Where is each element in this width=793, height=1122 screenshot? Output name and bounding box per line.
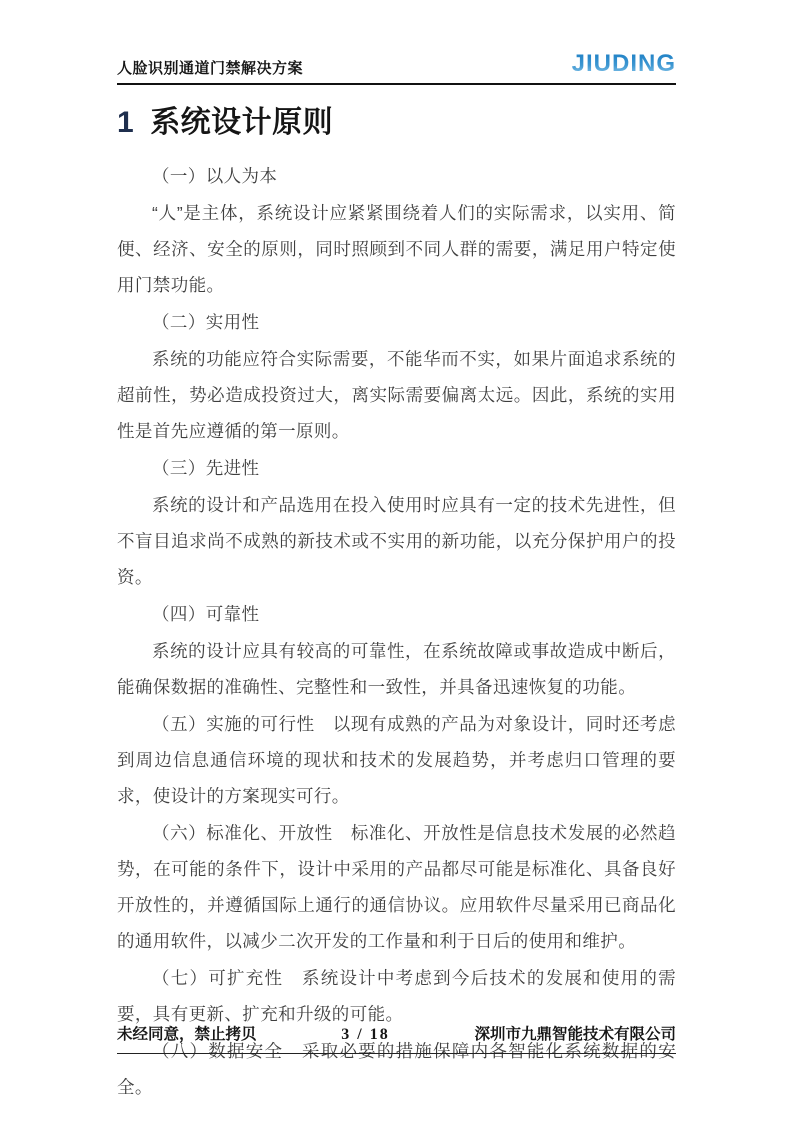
paragraph: 系统的设计应具有较高的可靠性，在系统故障或事故造成中断后，能确保数据的准确性、完整性和一致性，并具备迅速恢复的功能。 bbox=[117, 640, 676, 697]
paragraph: 系统的功能应符合实际需要，不能华而不实，如果片面追求系统的超前性，势必造成投资过大，离实际需要偏离太远。因此，系统的实用性是首先应遵循的第一原则。 bbox=[117, 348, 676, 441]
page-number bbox=[341, 1026, 389, 1044]
jiuding-logo: JIUDING bbox=[571, 50, 676, 77]
page-total: 18 bbox=[369, 1026, 390, 1043]
section-title-text: 系统设计原则 bbox=[150, 106, 334, 139]
subheading: （三）先进性 bbox=[152, 457, 260, 478]
subheading: （一）以人为本 bbox=[152, 165, 278, 186]
section-title bbox=[117, 104, 676, 142]
page-current: 3 bbox=[341, 1026, 352, 1043]
document-body bbox=[117, 96, 676, 1106]
footer-copy-notice: 未经同意，禁止拷贝 bbox=[117, 1026, 257, 1043]
paragraph: “人”是主体，系统设计应紧紧围绕着人们的实际需求，以实用、简便、经济、安全的原则，同时照顾到不同人群的需要，满足用户特定使用门禁功能。 bbox=[117, 202, 676, 295]
paragraph: （八）数据安全 采取必要的措施保障内各智能化系统数据的安全。 bbox=[117, 1040, 676, 1097]
paragraph: （六）标准化、开放性 标准化、开放性是信息技术发展的必然趋势，在可能的条件下，设计中采用的产品都尽可能是标准化、具备良好开放性的，并遵循国际上通行的通信协议。应用软件尽量采用已商品化的通用软件，以减少二次开发的工作量和利于日后的使用和维护。 bbox=[117, 822, 676, 951]
section-number: 1 bbox=[117, 106, 135, 139]
paragraph: （五）实施的可行性 以现有成熟的产品为对象设计，同时还考虑到周边信息通信环境的现状和技术的发展趋势，并考虑归口管理的要求，使设计的方案现实可行。 bbox=[117, 713, 676, 806]
paragraph: 系统的设计和产品选用在投入使用时应具有一定的技术先进性，但不盲目追求尚不成熟的新技术或不实用的新功能，以充分保护用户的投资。 bbox=[117, 494, 676, 587]
footer-company-name: 深圳市九鼎智能技术有限公司 bbox=[474, 1026, 676, 1043]
subheading: （二）实用性 bbox=[152, 311, 260, 332]
page-separator: / bbox=[357, 1026, 364, 1043]
page-footer bbox=[117, 1022, 676, 1054]
page-header bbox=[117, 52, 676, 85]
subheading: （四）可靠性 bbox=[152, 603, 260, 624]
paragraph: （七）可扩充性 系统设计中考虑到今后技术的发展和使用的需要，具有更新、扩充和升级的可能。 bbox=[117, 967, 676, 1024]
header-document-title: 人脸识别通道门禁解决方案 bbox=[117, 60, 304, 77]
